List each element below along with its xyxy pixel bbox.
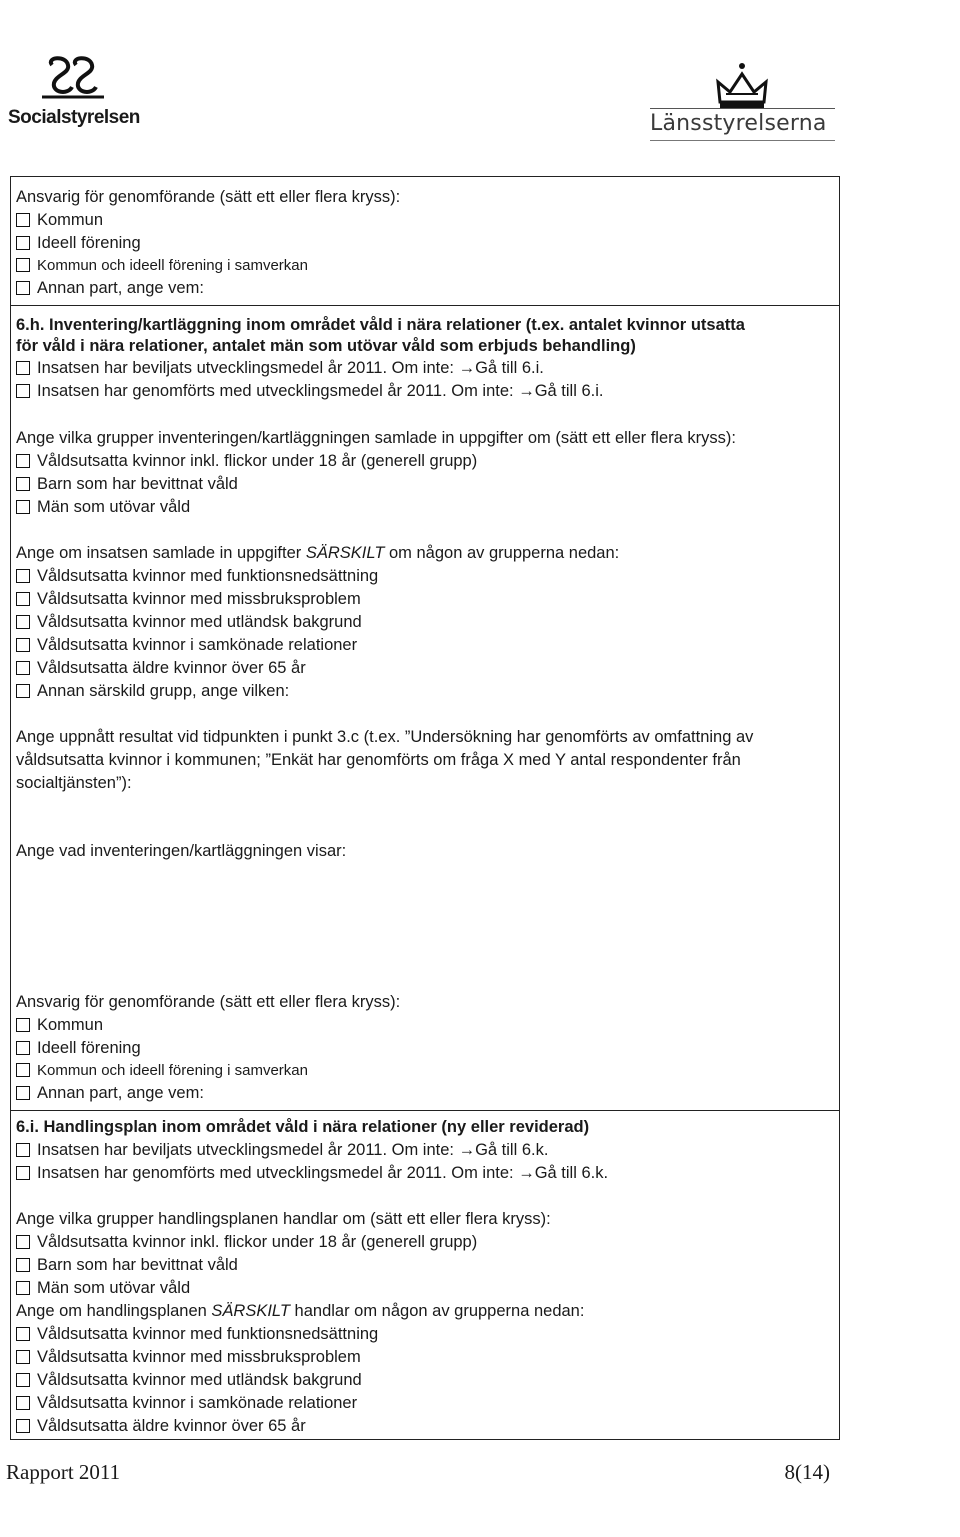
checkbox[interactable] [16,281,30,295]
checkbox[interactable] [16,661,30,675]
special-group-option[interactable]: Våldsutsatta kvinnor med missbruksproblem [16,1347,361,1367]
right-logo-text: Länsstyrelserna [650,111,827,136]
logo-rule [650,108,835,109]
lansstyrelserna-logo [650,62,835,141]
arrow-right-icon: → [518,1164,535,1182]
checkbox[interactable] [16,1419,30,1433]
special-group-option[interactable]: Våldsutsatta äldre kvinnor över 65 år [16,658,306,678]
group-option[interactable]: Barn som har bevittnat våld [16,474,238,494]
group-option[interactable]: Våldsutsatta kvinnor inkl. flickor under 18 år (generell grupp) [16,451,477,471]
arrow-right-icon: → [518,382,535,400]
checkbox[interactable] [16,213,30,227]
checkbox[interactable] [16,1373,30,1387]
responsible-option-ideell[interactable]: Ideell förening [16,1038,141,1058]
special-group-option[interactable]: Våldsutsatta kvinnor med funktionsnedsättning [16,1324,378,1344]
special-group-option[interactable]: Våldsutsatta kvinnor med missbruksproblem [16,589,361,609]
checkbox[interactable] [16,258,30,272]
checkbox[interactable] [16,1235,30,1249]
arrow-right-icon: → [458,359,476,377]
checkbox[interactable] [16,500,30,514]
checkbox[interactable] [16,477,30,491]
checkbox[interactable] [16,384,30,398]
responsible-option-kommun[interactable]: Kommun [16,210,103,230]
checkbox[interactable] [16,454,30,468]
special-group-option[interactable]: Våldsutsatta kvinnor i samkönade relationer [16,1393,357,1413]
checkbox[interactable] [16,1281,30,1295]
special-group-option[interactable]: Annan särskild grupp, ange vilken: [16,681,289,701]
checkbox[interactable] [16,684,30,698]
group-option[interactable]: Våldsutsatta kvinnor inkl. flickor under 18 år (generell grupp) [16,1232,477,1252]
footer-report-label: Rapport 2011 [6,1460,121,1484]
checkbox[interactable] [16,361,30,375]
special-group-option[interactable]: Våldsutsatta kvinnor i samkönade relationer [16,635,357,655]
checkbox[interactable] [16,236,30,250]
checkbox[interactable] [16,1258,30,1272]
section-h-title: 6.h. Inventering/kartläggning inom området våld i nära relationer (t.ex. antalet kvinnor utsatta [16,316,745,334]
form-frame [10,176,840,1440]
special-group-option[interactable]: Våldsutsatta äldre kvinnor över 65 år [16,1416,306,1436]
checkbox[interactable] [16,1018,30,1032]
section-h-title-cont: för våld i nära relationer, antalet män som utövar våld som erbjuds behandling) [16,337,636,355]
result-label: Ange uppnått resultat vid tidpunkten i punkt 3.c (t.ex. ”Undersökning har genomförts av omfattning av våldsutsatta kvinnor i kommunen; ”Enkät har genomförts om fråga X med Y antal respondenter från socialtjänsten”): [16,728,754,792]
checkbox[interactable] [16,615,30,629]
section-divider [11,305,839,306]
responsible-option-kommun[interactable]: Kommun [16,1015,103,1035]
special-groups-label: Ange om handlingsplanen SÄRSKILT handlar om någon av grupperna nedan: [16,1302,585,1320]
responsible-option-ideell[interactable]: Ideell förening [16,233,141,253]
special-group-option[interactable]: Våldsutsatta kvinnor med funktionsnedsättning [16,566,378,586]
left-logo-text: Socialstyrelsen [8,107,140,128]
section-divider [11,1110,839,1111]
group-option[interactable]: Barn som har bevittnat våld [16,1255,238,1275]
responsible-label: Ansvarig för genomförande (sätt ett eller flera kryss): [16,188,401,206]
shows-label: Ange vad inventeringen/kartläggningen visar: [16,842,347,860]
checkbox[interactable] [16,569,30,583]
arrow-right-icon: → [458,1141,476,1159]
special-group-option[interactable]: Våldsutsatta kvinnor med utländsk bakgrund [16,1370,362,1390]
group-option[interactable]: Män som utövar våld [16,497,190,517]
performed-option[interactable]: Insatsen har genomförts med utvecklingsmedel år 2011. Om inte: →Gå till 6.i. [16,381,603,401]
checkbox[interactable] [16,1350,30,1364]
responsible-option-samverkan[interactable]: Kommun och ideell förening i samverkan [16,256,308,276]
performed-option[interactable]: Insatsen har genomförts med utvecklingsmedel år 2011. Om inte: →Gå till 6.k. [16,1163,608,1183]
checkbox[interactable] [16,1143,30,1157]
granted-option[interactable]: Insatsen har beviljats utvecklingsmedel år 2011. Om inte: →Gå till 6.k. [16,1140,548,1160]
checkbox[interactable] [16,1041,30,1055]
section-i-title: 6.i. Handlingsplan inom området våld i nära relationer (ny eller reviderad) [16,1118,590,1136]
checkbox[interactable] [16,1327,30,1341]
logo-rule-bottom [650,140,835,141]
checkbox[interactable] [16,1086,30,1100]
crown-icon [712,62,772,110]
socialstyrelsen-emblem-icon [38,55,108,103]
groups-label: Ange vilka grupper handlingsplanen handlar om (sätt ett eller flera kryss): [16,1210,551,1228]
special-groups-label: Ange om insatsen samlade in uppgifter SÄRSKILT om någon av grupperna nedan: [16,544,620,562]
responsible-option-samverkan[interactable]: Kommun och ideell förening i samverkan [16,1061,308,1081]
checkbox[interactable] [16,592,30,606]
responsible-option-annan[interactable]: Annan part, ange vem: [16,278,204,298]
socialstyrelsen-logo [8,55,143,129]
footer-page-number: 8(14) [784,1460,830,1484]
group-option[interactable]: Män som utövar våld [16,1278,190,1298]
checkbox[interactable] [16,1396,30,1410]
checkbox[interactable] [16,1166,30,1180]
checkbox[interactable] [16,1063,30,1077]
granted-option[interactable]: Insatsen har beviljats utvecklingsmedel år 2011. Om inte: →Gå till 6.i. [16,358,544,378]
special-group-option[interactable]: Våldsutsatta kvinnor med utländsk bakgrund [16,612,362,632]
checkbox[interactable] [16,638,30,652]
responsible-option-annan[interactable]: Annan part, ange vem: [16,1083,204,1103]
responsible-label: Ansvarig för genomförande (sätt ett eller flera kryss): [16,993,401,1011]
groups-label: Ange vilka grupper inventeringen/kartläggningen samlade in uppgifter om (sätt ett eller flera kryss): [16,429,736,447]
